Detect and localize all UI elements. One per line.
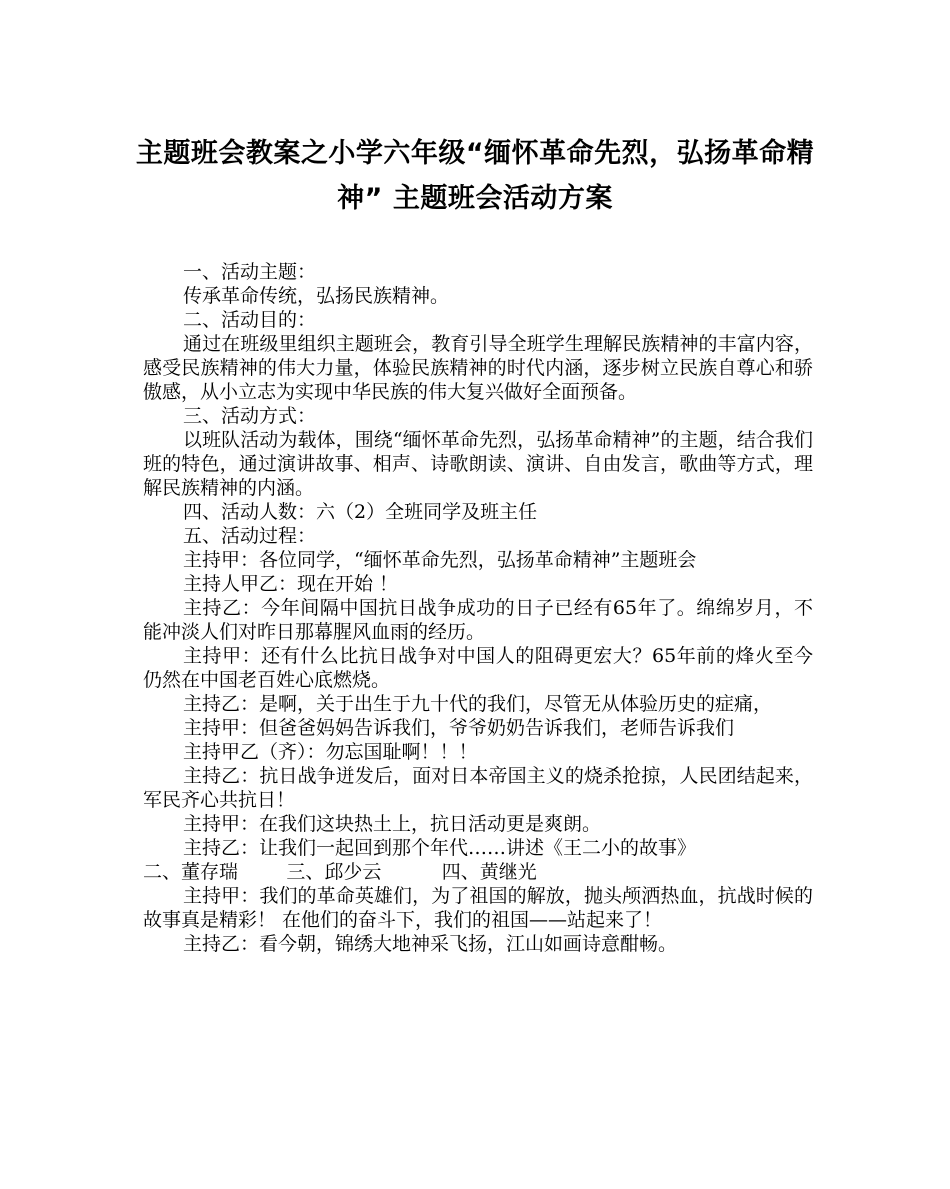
dialogue-line: 主持乙：今年间隔中国抗日战争成功的日子已经有65年了。绵绵岁月，不能冲淡人们对昨日那幕腥风血雨的经历。 — [143, 597, 813, 643]
dialogue-line: 主持甲乙（齐）：勿忘国耻啊！！！ — [183, 741, 478, 763]
paragraph: 以班队活动为载体，围绕“缅怀革命先烈，弘扬革命精神”的主题，结合我们班的特色，通过演讲故事、相声、诗歌朗读、演讲、自由发言，歌曲等方式，理解民族精神的内涵。 — [143, 429, 813, 499]
document-body — [143, 260, 813, 956]
section-heading-method: 三、活动方式： — [183, 405, 317, 427]
dialogue-line: 主持人甲乙：现在开始 ！ — [183, 573, 399, 595]
dialogue-line: 主持甲：我们的革命英雄们，为了祖国的解放，抛头颅洒热血，抗战时候的故事真是精彩！ 在他们的奋斗下，我们的祖国——站起来了！ — [143, 885, 813, 931]
paragraph: 传承革命传统，弘扬民族精神。 — [183, 285, 450, 307]
dialogue-line: 主持乙：抗日战争迸发后，面对日本帝国主义的烧杀抢掠，人民团结起来，军民齐心共抗日！ — [143, 765, 813, 811]
dialogue-line: 主持乙：是啊，关于出生于九十代的我们，尽管无从体验历史的症痛， — [183, 693, 773, 715]
dialogue-line: 主持甲：各位同学，“缅怀革命先烈，弘扬革命精神”主题班会 — [183, 549, 697, 571]
document-title: 主题班会教案之小学六年级“缅怀革命先烈，弘扬革命精神” 主题班会活动方案 — [135, 138, 815, 214]
dialogue-line: 主持乙：看今朝，锦绣大地神采飞扬，江山如画诗意酣畅。 — [183, 933, 678, 955]
section-heading-purpose: 二、活动目的： — [183, 309, 317, 331]
section-heading-process: 五、活动过程： — [183, 525, 317, 547]
section-heading-participants: 四、活动人数：六（2）全班同学及班主任 — [183, 501, 538, 523]
hero-list-line: 二、董存瑞 三、邱少云 四、黄继光 — [143, 861, 537, 883]
section-heading-theme: 一、活动主题： — [183, 261, 317, 283]
dialogue-line: 主持甲：在我们这块热土上，抗日活动更是爽朗。 — [183, 813, 602, 835]
paragraph: 通过在班级里组织主题班会，教育引导全班学生理解民族精神的丰富内容，感受民族精神的伟大力量，体验民族精神的时代内涵，逐步树立民族自尊心和骄傲感，从小立志为实现中华民族的伟大复兴做好全面预备。 — [143, 333, 813, 403]
dialogue-line: 主持乙：让我们一起回到那个年代……讲述《王二小的故事》 — [183, 837, 697, 859]
dialogue-line: 主持甲：还有什么比抗日战争对中国人的阻碍更宏大？65年前的烽火至今仍然在中国老百姓心底燃烧。 — [143, 645, 813, 691]
dialogue-line: 主持甲：但爸爸妈妈告诉我们，爷爷奶奶告诉我们，老师告诉我们 — [183, 717, 735, 739]
